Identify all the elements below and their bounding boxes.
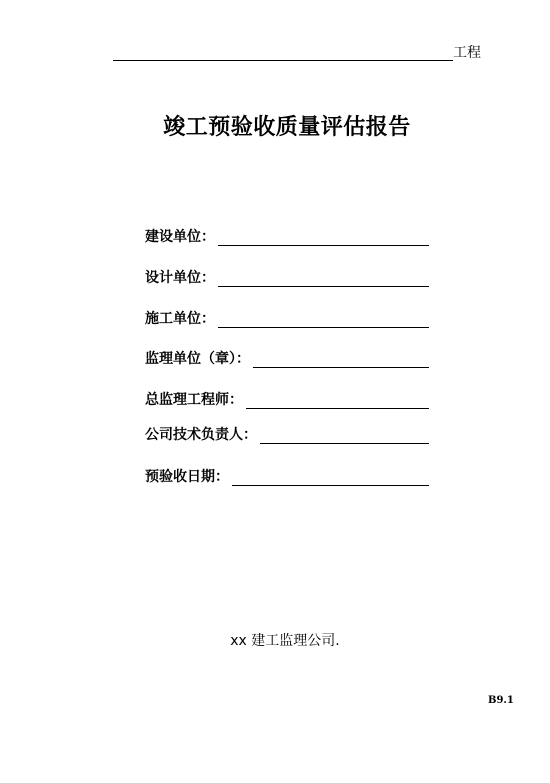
field-blank-inspection-date[interactable] bbox=[232, 485, 429, 486]
field-label-inspection-date: 预验收日期： bbox=[145, 469, 229, 485]
field-blank-supervision-unit[interactable] bbox=[253, 367, 429, 368]
project-suffix: 工程 bbox=[453, 45, 481, 61]
field-blank-design-unit[interactable] bbox=[218, 286, 429, 287]
field-contractor-unit bbox=[145, 308, 429, 328]
field-label-construction-unit: 建设单位： bbox=[145, 229, 215, 245]
field-blank-chief-supervisor[interactable] bbox=[246, 408, 429, 409]
report-title: 竣工预验收质量评估报告 bbox=[163, 115, 411, 140]
company-name: xx 建工监理公司. bbox=[230, 633, 340, 649]
field-chief-supervisor bbox=[145, 389, 429, 409]
project-name-line bbox=[113, 44, 484, 64]
field-blank-construction-unit[interactable] bbox=[218, 245, 429, 246]
project-name-blank[interactable] bbox=[113, 60, 453, 61]
field-blank-contractor-unit[interactable] bbox=[218, 327, 429, 328]
field-label-technical-lead: 公司技术负责人： bbox=[145, 427, 257, 443]
field-label-supervision-unit: 监理单位（章）： bbox=[145, 351, 250, 367]
form-code: B9.1 bbox=[488, 695, 514, 706]
field-label-chief-supervisor: 总监理工程师： bbox=[145, 392, 243, 408]
field-construction-unit bbox=[145, 226, 429, 246]
field-label-design-unit: 设计单位： bbox=[145, 270, 215, 286]
field-blank-technical-lead[interactable] bbox=[260, 443, 429, 444]
field-supervision-unit bbox=[145, 348, 429, 368]
field-label-contractor-unit: 施工单位： bbox=[145, 311, 215, 327]
field-design-unit bbox=[145, 267, 429, 287]
field-inspection-date bbox=[145, 466, 429, 486]
field-technical-lead bbox=[145, 424, 429, 444]
